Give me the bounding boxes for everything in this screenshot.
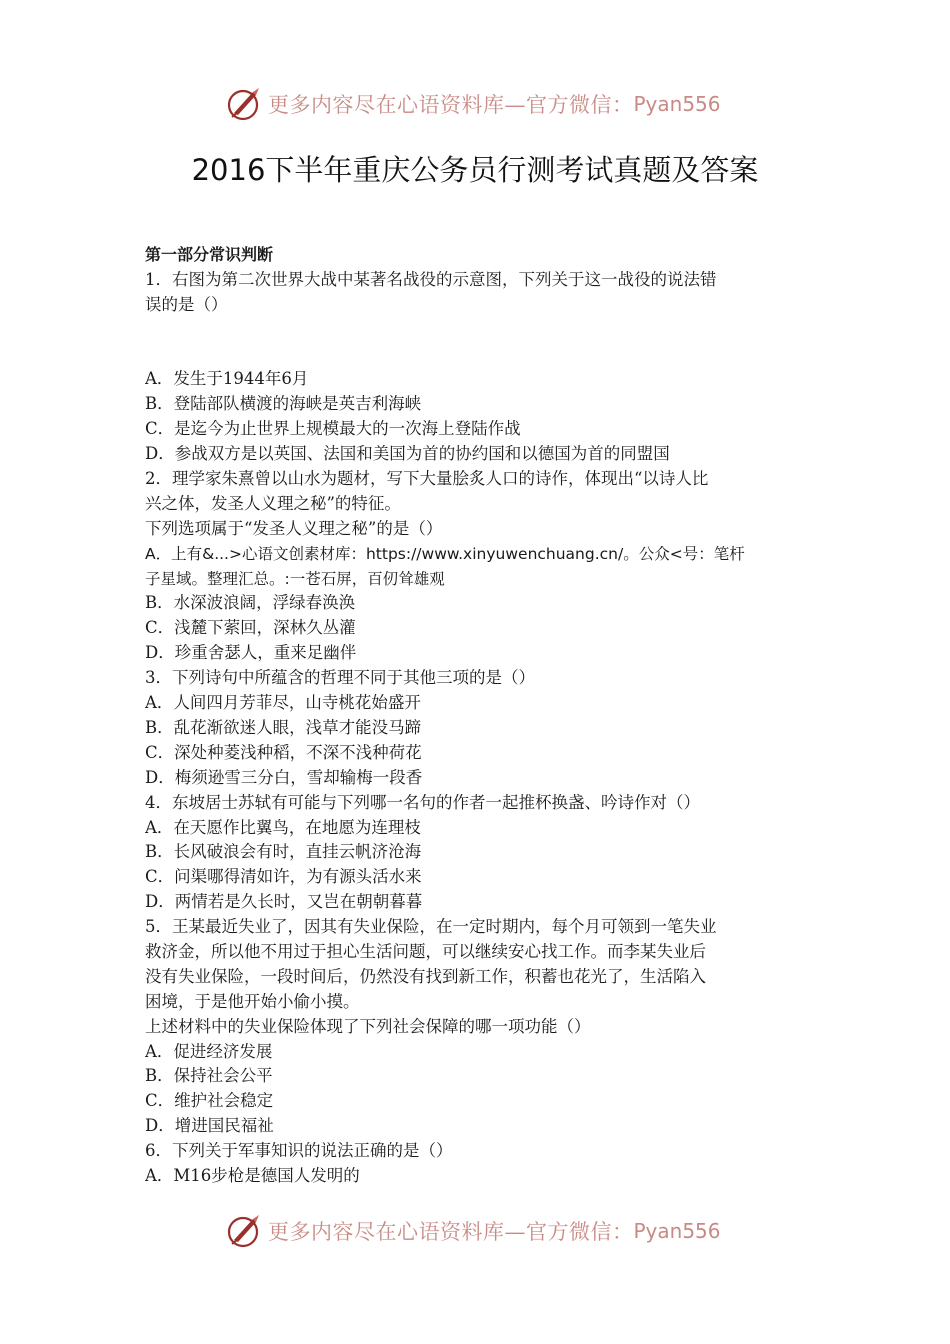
option-line: A．在天愿作比翼鸟，在地愿为连理枝 [145,817,421,837]
watermark-text: 更多内容尽在心语资料库—官方微信： [268,93,634,117]
option-line: C．是迄今为止世界上规模最大的一次海上登陆作战 [145,419,521,439]
text-line: 救济金，所以他不用过于担心生活问题，可以继续安心找工作。而李某失业后 [145,941,706,961]
watermark-text: 更多内容尽在心语资料库—官方微信： [268,1220,634,1244]
document-body [145,243,809,1189]
header-watermark [0,84,950,124]
quill-logo-icon [226,1213,262,1249]
image-placeholder-gap [145,318,809,368]
watermark-wechat-id: Pyan556 [633,1219,721,1243]
text-line: 误的是（） [145,294,228,314]
footer-watermark [0,1211,950,1251]
option-line: 子星域。整理汇总。:一苍石屏，百仞耸雄观 [145,569,445,588]
text-line: 没有失业保险，一段时间后，仍然没有找到新工作，积蓄也花光了，生活陷入 [145,966,706,986]
option-line: D．两情若是久长时，又岂在朝朝暮暮 [145,892,423,912]
option-line: C．维护社会稳定 [145,1091,274,1111]
option-line: D．增进国民福祉 [145,1116,274,1136]
text-line: 下列选项属于“发圣人义理之秘”的是（） [145,518,443,538]
text-line: 2．理学家朱熹曾以山水为题材，写下大量脍炙人口的诗作，体现出“以诗人比 [145,469,709,489]
quill-logo-icon [226,86,262,122]
text-line: 5．王某最近失业了，因其有失业保险，在一定时期内，每个月可领到一笔失业 [145,917,717,937]
option-line: A．人间四月芳菲尽，山寺桃花始盛开 [145,693,421,713]
option-line: A．M16步枪是德国人发明的 [145,1165,360,1185]
text-line: 1．右图为第二次世界大战中某著名战役的示意图，下列关于这一战役的说法错 [145,269,717,289]
option-line: C．问渠哪得清如许，为有源头活水来 [145,867,422,887]
text-line: 兴之体，发圣人义理之秘”的特征。 [145,493,401,513]
text-line: 上述材料中的失业保险体现了下列社会保障的哪一项功能（） [145,1016,591,1036]
option-line: B．登陆部队横渡的海峡是英吉利海峡 [145,394,422,414]
option-line: D．参战双方是以英国、法国和美国为首的协约国和以德国为首的同盟国 [145,444,670,464]
text-line: 3．下列诗句中所蕴含的哲理不同于其他三项的是（） [145,668,535,688]
option-line: B．保持社会公平 [145,1066,273,1086]
option-line: B．乱花渐欲迷人眼，浅草才能没马蹄 [145,717,422,737]
option-line: B．长风破浪会有时，直挂云帆济沧海 [145,842,422,862]
document-title: 2016下半年重庆公务员行测考试真题及答案 [191,153,759,187]
option-line: D．珍重舍瑟人，重来足幽伴 [145,643,357,663]
text-line: 4．东坡居士苏轼有可能与下列哪一名句的作者一起推杯换盏、吟诗作对（） [145,792,700,812]
option-line: B．水深波浪阔，浮绿春涣涣 [145,593,356,613]
option-line: C．深处种菱浅种稻，不深不浅种荷花 [145,742,422,762]
text-line: 6．下列关于军事知识的说法正确的是（） [145,1141,453,1161]
text-line: 困境，于是他开始小偷小摸。 [145,991,360,1011]
option-line: D．梅须逊雪三分白，雪却输梅一段香 [145,767,423,787]
option-line: A．促进经济发展 [145,1041,273,1061]
option-line: A．发生于1944年6月 [145,369,309,389]
option-line: C．浅麓下萦回，深林久丛灌 [145,618,356,638]
section-heading: 第一部分常识判断 [145,245,274,264]
option-line: A．上有&...>心语文创素材库：https://www.xinyuwenchuang.cn/。公众<号：笔杆 [145,544,745,563]
watermark-wechat-id: Pyan556 [633,92,721,116]
